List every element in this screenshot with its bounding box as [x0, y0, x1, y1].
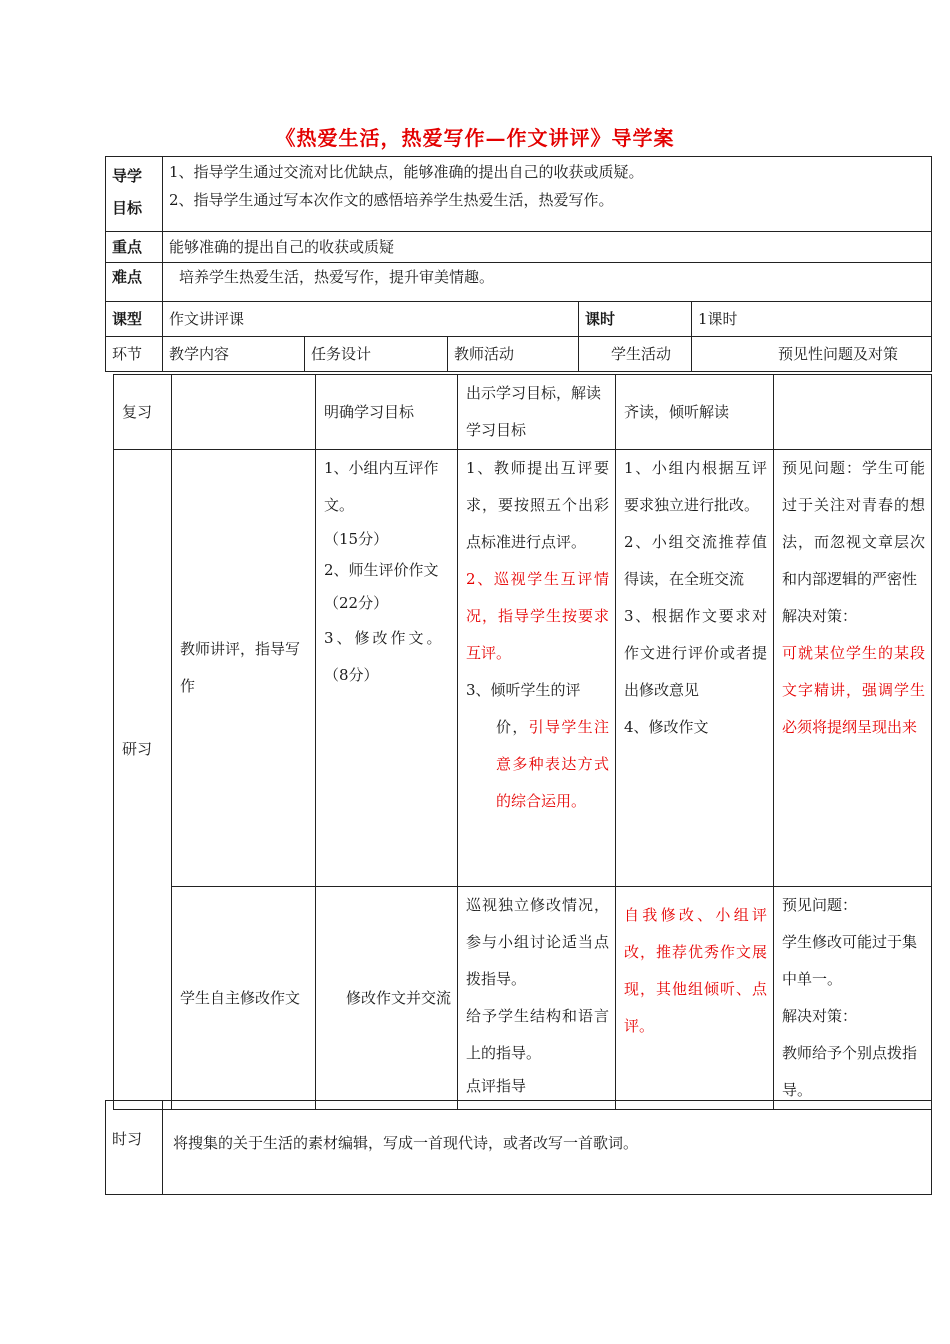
student-line: 1、小组内根据互评要求独立进行批改。	[624, 459, 767, 514]
goals-cell	[163, 157, 932, 232]
study-issues-2	[774, 887, 932, 1110]
header-table	[105, 156, 932, 372]
solution-text: 可就某位学生的某段文字精讲，强调学生必须将提纲呈现出来	[782, 644, 925, 736]
task-line: （15分）	[324, 530, 389, 548]
review-content	[172, 375, 316, 450]
solution-label: 解决对策：	[782, 607, 858, 625]
teacher-line-indented	[466, 709, 609, 820]
teacher-text: 价，	[496, 718, 529, 736]
practice-table	[105, 1100, 932, 1195]
review-stage: 复习	[114, 375, 172, 450]
practice-text: 将搜集的关于生活的素材编辑，写成一首现代诗，或者改写一首歌词。	[163, 1101, 932, 1195]
student-line: 2、小组交流推荐值得读，在全班交流	[624, 533, 767, 588]
teacher-line: 给予学生结构和语言上的指导。	[466, 1007, 609, 1062]
review-student: 齐读，倾听解读	[616, 375, 774, 450]
issue-label: 预见问题：	[782, 896, 858, 914]
col-header-student: 学生活动	[579, 337, 692, 372]
study-student-2: 自我修改、小组评改，推荐优秀作文展现，其他组倾听、点评。	[616, 887, 774, 1110]
solution-text: 教师给予个别点拨指导。	[782, 1044, 918, 1099]
study-content-2: 学生自主修改作文	[172, 887, 316, 1110]
teacher-line: 巡视独立修改情况，参与小组讨论适当点拨指导。	[466, 896, 609, 988]
student-line: 3、根据作文要求对作文进行评价或者提出修改意见	[624, 607, 767, 699]
teacher-line-highlight: 2、巡视学生互评情况，指导学生按要求互评。	[466, 570, 609, 662]
col-header-task: 任务设计	[305, 337, 448, 372]
difficulty-text: 培养学生热爱生活，热爱写作，提升审美情趣。	[163, 263, 932, 302]
study-task-1	[316, 450, 458, 887]
practice-stage: 时习	[106, 1101, 163, 1195]
study-teacher-1	[458, 450, 616, 887]
study-teacher-2	[458, 887, 616, 1110]
col-header-issues: 预见性问题及对策	[692, 337, 932, 372]
key-text: 能够准确的提出自己的收获或质疑	[163, 232, 932, 263]
page-title: 《热爱生活，热爱写作—作文讲评》导学案	[275, 126, 675, 150]
teacher-line: 1、教师提出互评要求，要按照五个出彩点标准进行点评。	[466, 459, 609, 551]
col-header-teacher: 教师活动	[448, 337, 579, 372]
hours-value: 1课时	[692, 302, 932, 337]
review-task: 明确学习目标	[316, 375, 458, 450]
review-teacher: 出示学习目标，解读学习目标	[458, 375, 616, 450]
teacher-line: 点评指导	[466, 1077, 527, 1095]
study-issues-1	[774, 450, 932, 887]
study-content-1: 教师讲评，指导写作	[172, 450, 316, 887]
hours-label: 课时	[579, 302, 692, 337]
lesson-table	[113, 374, 932, 1110]
col-header-content: 教学内容	[163, 337, 305, 372]
col-header-stage: 环节	[106, 337, 163, 372]
key-label: 重点	[106, 232, 163, 263]
difficulty-label: 难点	[106, 263, 163, 302]
review-issues	[774, 375, 932, 450]
task-line: 3、修改作文。	[324, 629, 445, 647]
teacher-text-highlight: 引导学生注意多种表达方式的综合运用。	[496, 718, 609, 810]
issue-text: 学生修改可能过于集中单一。	[782, 933, 918, 988]
student-line: 4、修改作文	[624, 718, 709, 736]
goal-label: 导学目标	[106, 157, 163, 232]
teacher-line: 3、倾听学生的评	[466, 681, 581, 699]
study-task-2: 修改作文并交流	[316, 887, 458, 1110]
type-value: 作文讲评课	[163, 302, 579, 337]
task-line: 1、小组内互评作文。	[324, 459, 439, 514]
study-student-1	[616, 450, 774, 887]
task-line: （8分）	[324, 666, 379, 684]
issue-text: 预见问题：学生可能过于关注对青春的想法，而忽视文章层次和内部逻辑的严密性	[782, 459, 925, 588]
study-stage: 研习	[114, 450, 172, 1110]
type-label: 课型	[106, 302, 163, 337]
goal-item: 1、指导学生通过交流对比优缺点，能够准确的提出自己的收获或质疑。	[169, 163, 644, 181]
task-line: 2、师生评价作文（22分）	[324, 561, 439, 612]
solution-label: 解决对策：	[782, 1007, 858, 1025]
goal-item: 2、指导学生通过写本次作文的感悟培养学生热爱生活，热爱写作。	[169, 191, 614, 209]
